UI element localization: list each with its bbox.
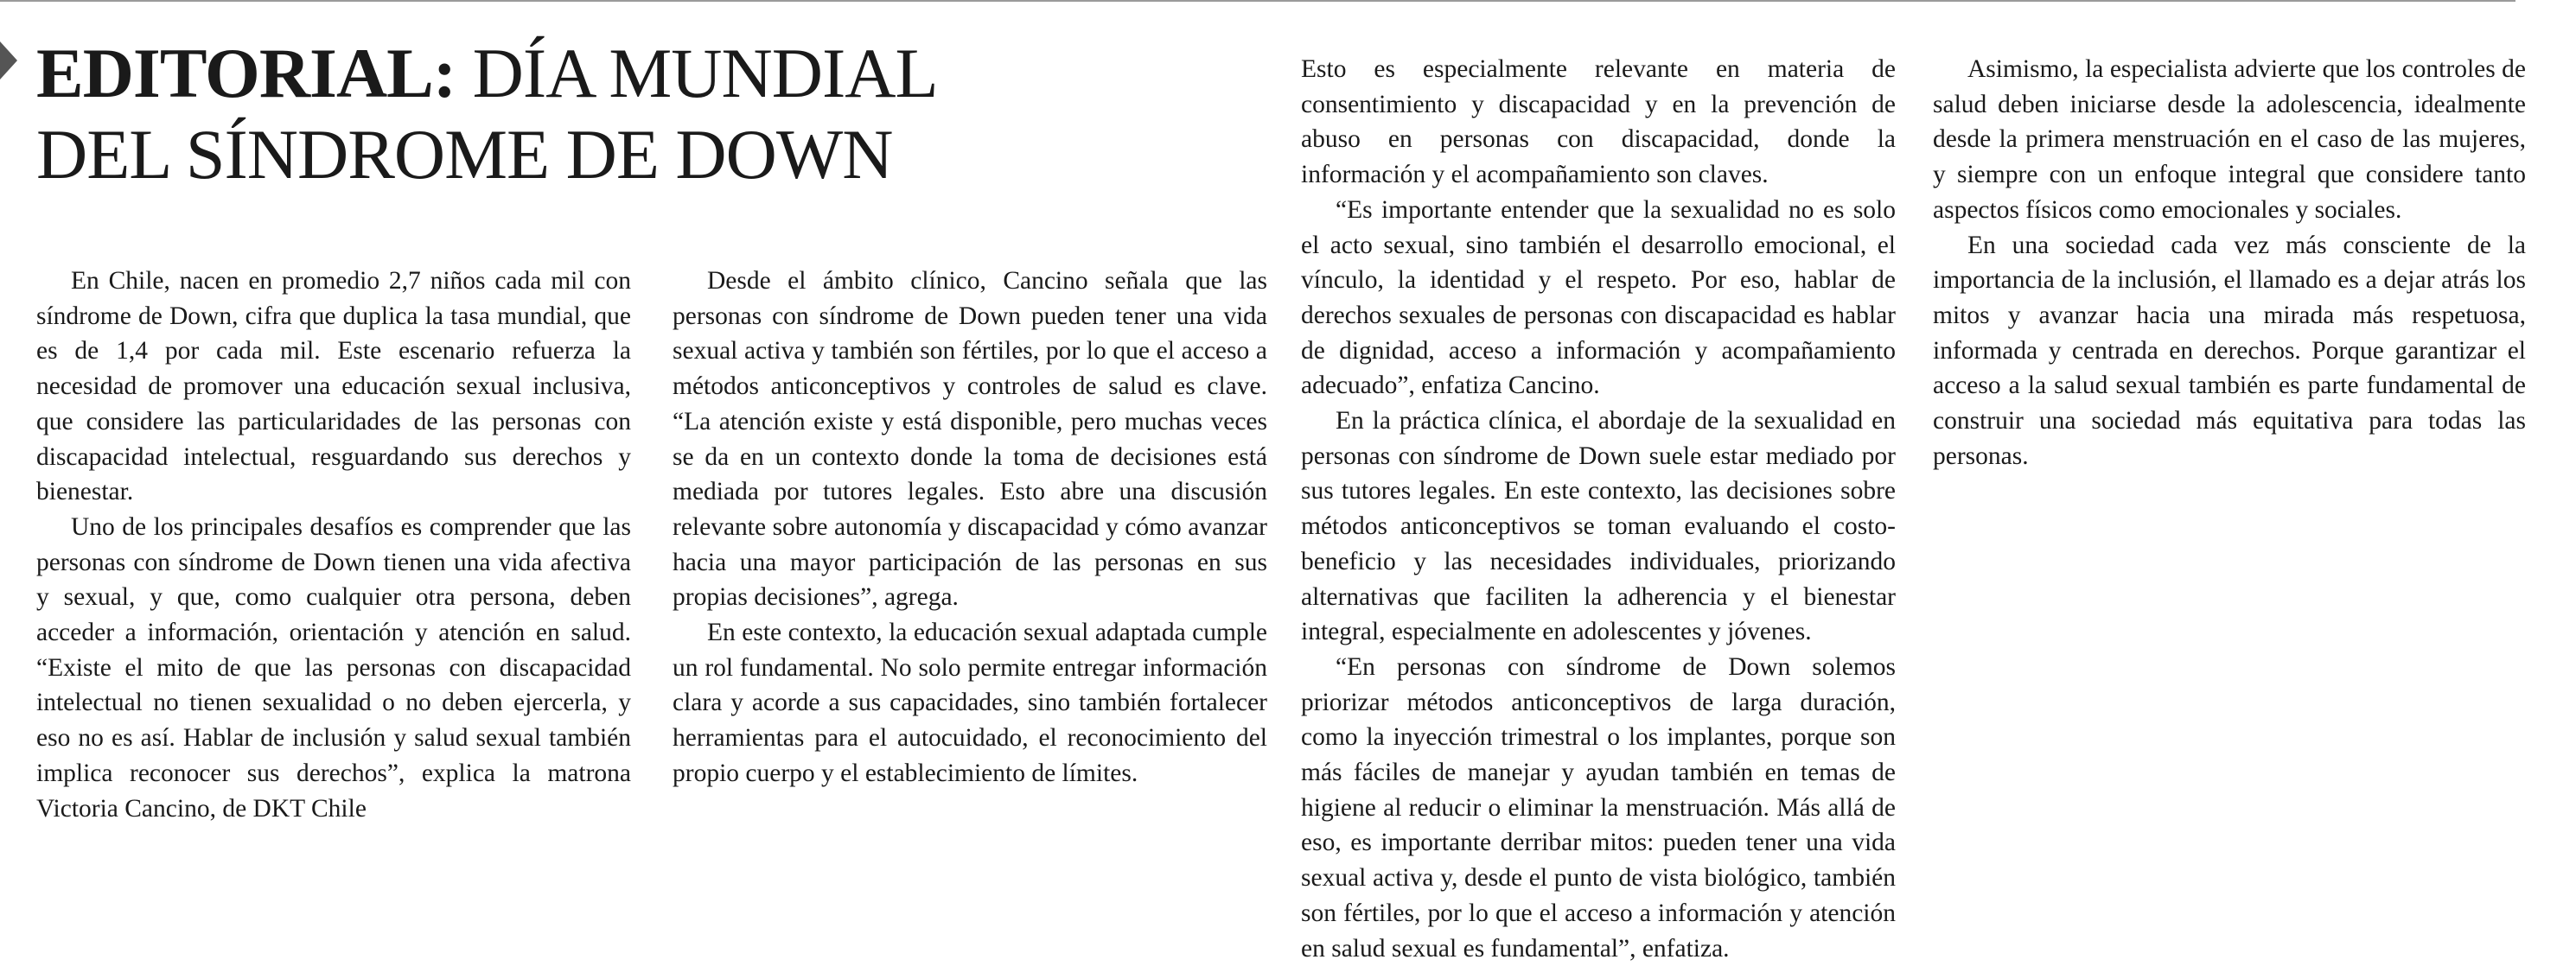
paragraph: En este contexto, la educación sexual adaptada cumple un rol fundamental. No solo permite entregar información clara y acorde a sus capacidades, sino también fortalecer herramientas para el autocuidado, el reconocimiento del propio cuerpo y el establecimiento de límites.: [673, 619, 1267, 787]
paragraph: Asimismo, la especialista advierte que los controles de salud deben iniciarse desde la adolescencia, idealmente desde la primera menstruación en el caso de las mujeres, y siempre con un enfoque integral que considere tanto aspectos físicos como emocionales y sociales.: [1933, 55, 2526, 224]
article-column-4: [1933, 52, 2526, 473]
paragraph: Desde el ámbito clínico, Cancino señala que las personas con síndrome de Down pueden tener una vida sexual activa y también son fértiles, por lo que el acceso a métodos anticonceptivos y controles de salud es clave. “La atención existe y está disponible, pero muchas veces se da en un contexto donde la toma de decisiones está mediada por tutores legales. Esto abre una discusión relevante sobre autonomía y discapacidad y cómo avanzar hacia una mayor participación de las personas en sus propias decisiones”, agrega.: [673, 267, 1267, 612]
paragraph: En una sociedad cada vez más consciente de la importancia de la inclusión, el llamado es a dejar atrás los mitos y avanzar hacia una mirada más respetuosa, informada y centrada en derechos. Porque garantizar el acceso a la salud sexual también es parte fundamental de construir una sociedad más equitativa para todas las personas.: [1933, 231, 2526, 470]
article-column-2: [673, 264, 1267, 791]
paragraph-continued: Esto es especialmente relevante en materia de consentimiento y discapacidad y en la prevención de abuso en personas con discapacidad, donde la información y el acompañamiento son claves.: [1301, 55, 1896, 189]
headline-title-line1: DÍA MUNDIAL: [472, 34, 938, 112]
paragraph: En la práctica clínica, el abordaje de la sexualidad en personas con síndrome de Down suele estar mediado por sus tutores legales. En este contexto, las decisiones sobre métodos anticonceptivos se toman evaluando el costo-beneficio y las necesidades individuales, priorizando alternativas que faciliten la adherencia y el bienestar integral, especialmente en adolescentes y jóvenes.: [1301, 407, 1896, 646]
headline-kicker: EDITORIAL:: [36, 34, 456, 112]
paragraph: Uno de los principales desafíos es comprender que las personas con síndrome de Down tienen una vida afectiva y sexual, y que, como cualquier otra persona, deben acceder a información, orientación y atención en salud. “Existe el mito de que las personas con discapacidad intelectual no tienen sexualidad o no deben ejercerla, y eso no es así. Hablar de inclusión y salud sexual también implica reconocer sus derechos”, explica la matrona Victoria Cancino, de DKT Chile: [36, 512, 631, 823]
paragraph: En Chile, nacen en promedio 2,7 niños cada mil con síndrome de Down, cifra que duplica la tasa mundial, que es de 1,4 por cada mil. Este escenario refuerza la necesidad de promover una educación sexual inclusiva, que considere las particularidades de las personas con discapacidad intelectual, resguardando sus derechos y bienestar.: [36, 267, 631, 506]
section-marker-icon: [0, 41, 17, 79]
headline: [36, 33, 1255, 195]
paragraph: “Es importante entender que la sexualidad no es solo el acto sexual, sino también el desarrollo emocional, el vínculo, la identidad y el respeto. Por eso, hablar de derechos sexuales de personas con discapacidad es hablar de dignidad, acceso a información y acompañamiento adecuado”, enfatiza Cancino.: [1301, 195, 1896, 400]
paragraph: “En personas con síndrome de Down solemos priorizar métodos anticonceptivos de larga duración, como la inyección trimestral o los implantes, porque son más fáciles de manejar y ayudan también en temas de higiene al reducir o eliminar la menstruación. Más allá de eso, es importante derribar mitos: pueden tener una vida sexual activa y, desde el punto de vista biológico, también son fértiles, por lo que el acceso a información y atención en salud sexual es fundamental”, enfatiza.: [1301, 652, 1896, 963]
article-column-1: [36, 264, 631, 826]
article-column-3: [1301, 52, 1896, 966]
top-rule: [0, 0, 2515, 2]
headline-title-line2: DEL SÍNDROME DE DOWN: [36, 115, 893, 194]
